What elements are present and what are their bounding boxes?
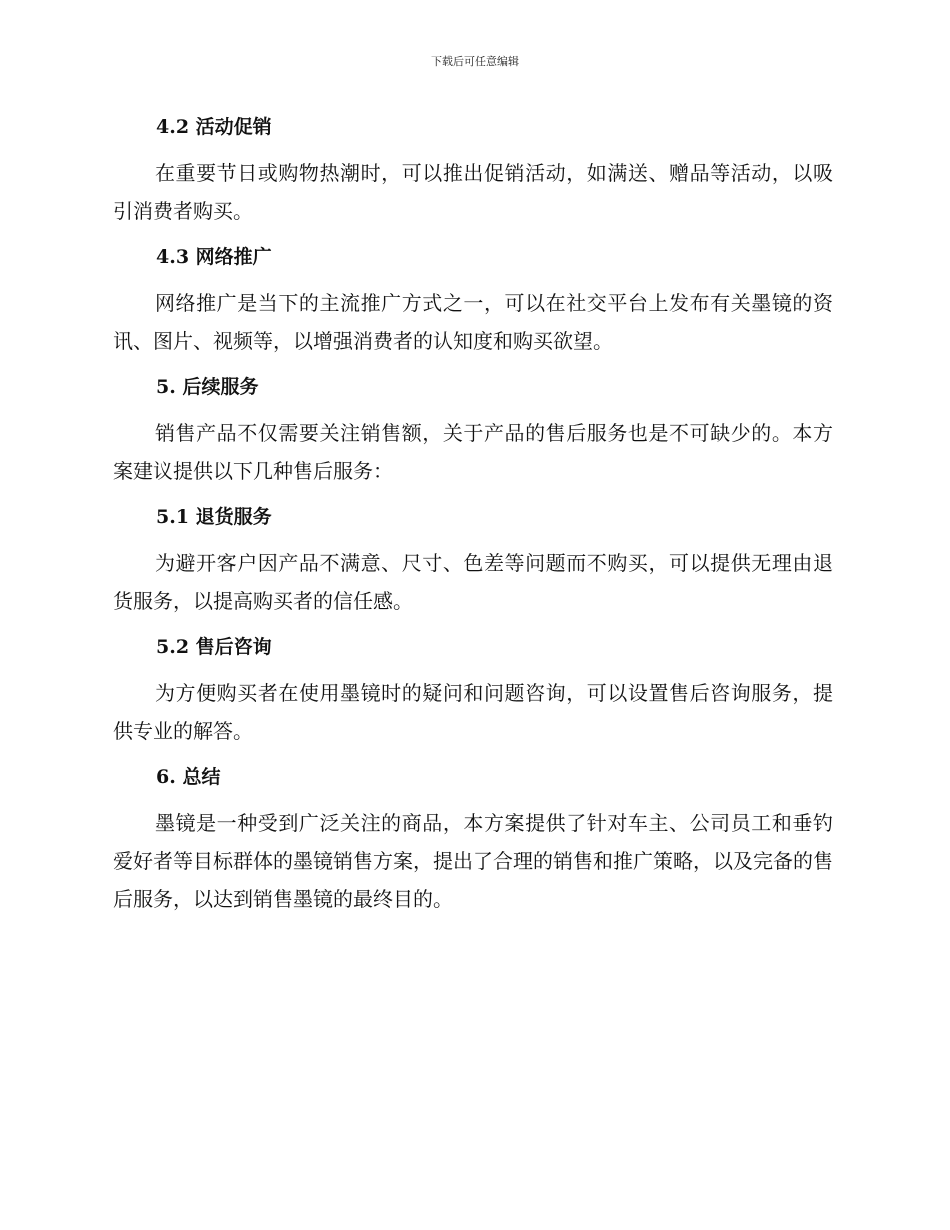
section-heading-5-1: 5.1 退货服务	[156, 506, 272, 528]
section-heading-5-2: 5.2 售后咨询	[156, 636, 272, 658]
section-paragraph-5-2: 为方便购买者在使用墨镜时的疑问和问题咨询，可以设置售后咨询服务，提供专业的解答。	[113, 681, 833, 743]
page-header: 下载后可任意编辑	[431, 55, 519, 68]
document-body	[113, 108, 833, 926]
section-paragraph-6: 墨镜是一种受到广泛关注的商品，本方案提供了针对车主、公司员工和垂钓爱好者等目标群体的墨镜销售方案，提出了合理的销售和推广策略，以及完备的售后服务，以达到销售墨镜的最终目的。	[113, 811, 833, 911]
section-heading-6: 6. 总结	[156, 766, 221, 788]
section-paragraph-4-3: 网络推广是当下的主流推广方式之一，可以在社交平台上发布有关墨镜的资讯、图片、视频等，以增强消费者的认知度和购买欲望。	[113, 291, 833, 353]
section-paragraph-5: 销售产品不仅需要关注销售额，关于产品的售后服务也是不可缺少的。本方案建议提供以下几种售后服务：	[113, 421, 833, 483]
section-heading-4-2: 4.2 活动促销	[156, 116, 272, 138]
section-heading-5: 5. 后续服务	[156, 376, 259, 398]
section-heading-4-3: 4.3 网络推广	[156, 246, 272, 268]
section-paragraph-5-1: 为避开客户因产品不满意、尺寸、色差等问题而不购买，可以提供无理由退货服务，以提高购买者的信任感。	[113, 551, 833, 613]
section-paragraph-4-2: 在重要节日或购物热潮时，可以推出促销活动，如满送、赠品等活动，以吸引消费者购买。	[113, 161, 833, 223]
